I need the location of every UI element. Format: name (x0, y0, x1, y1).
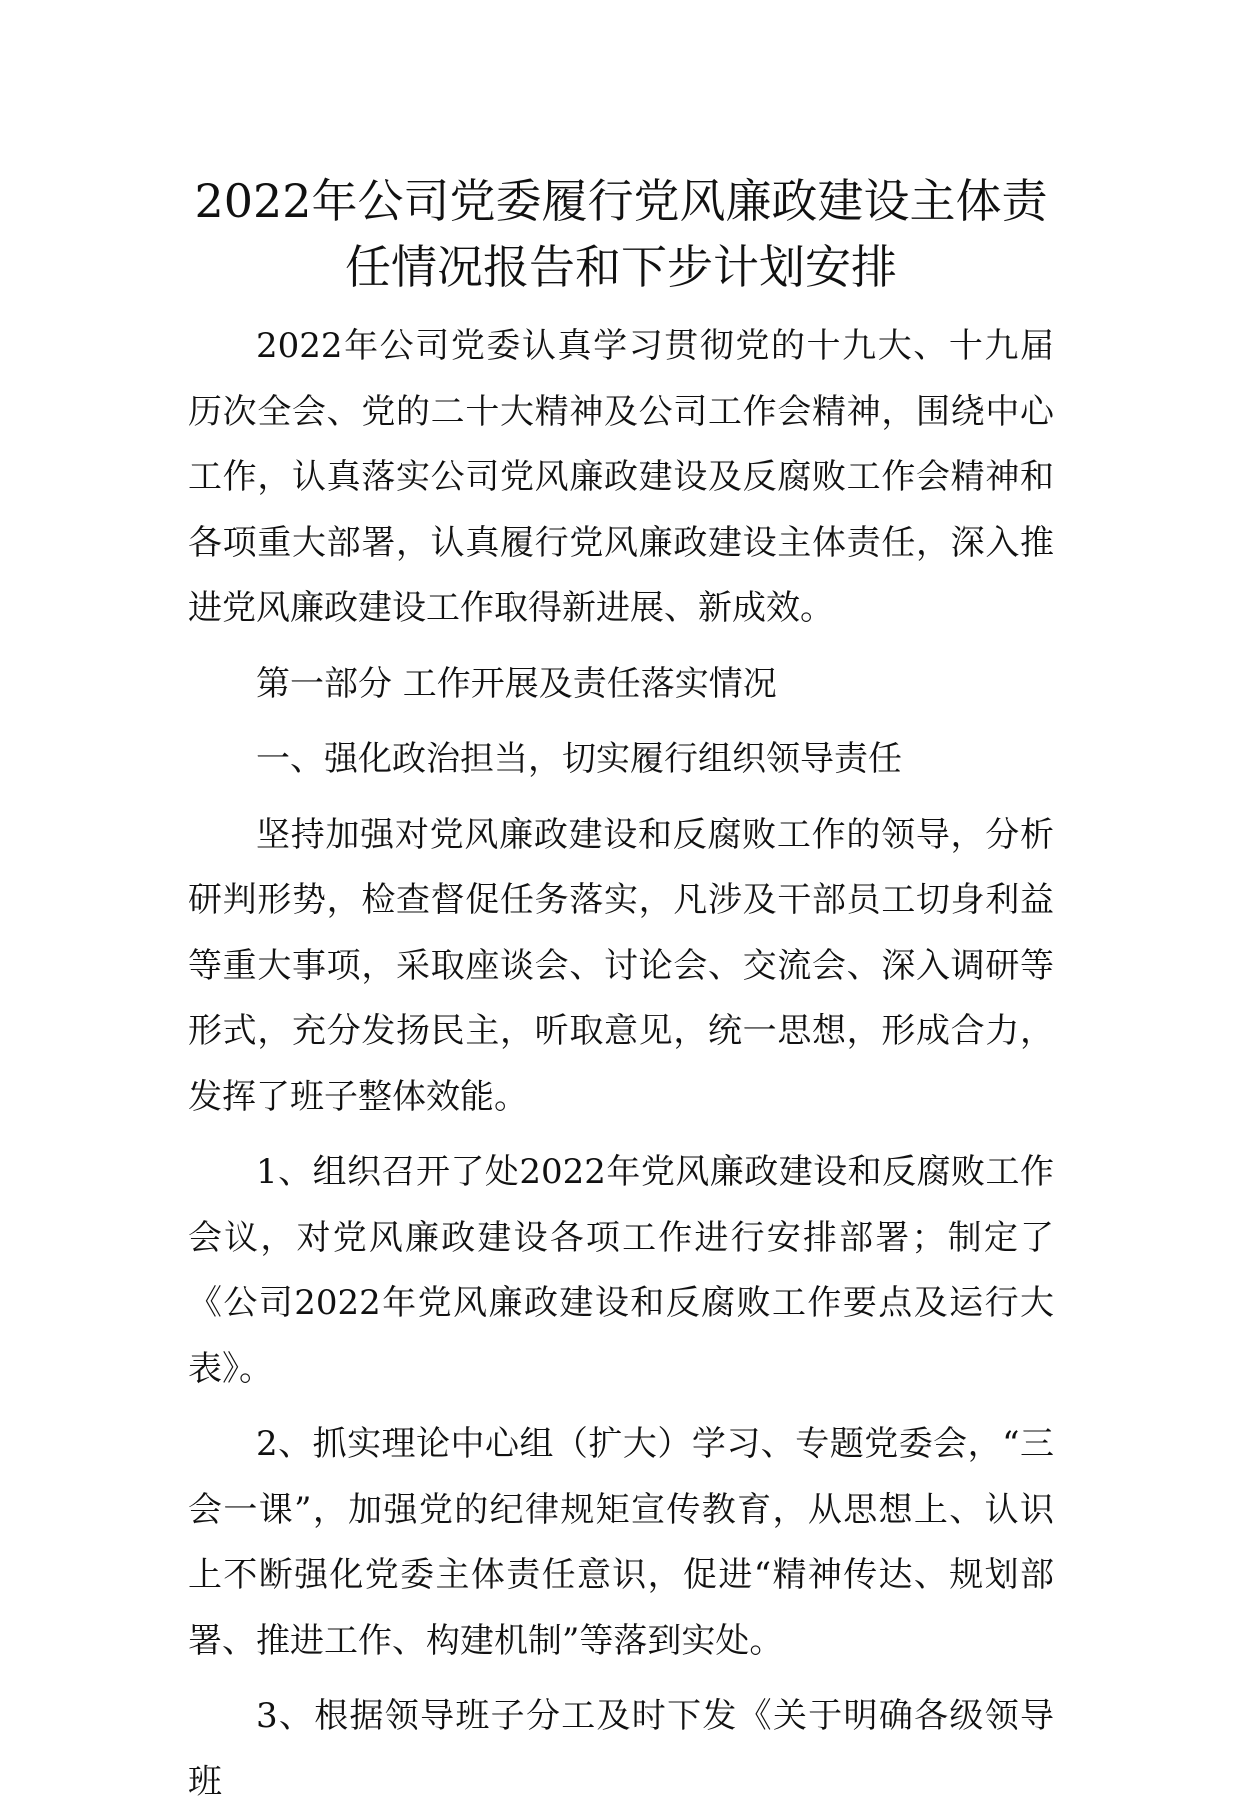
intro-paragraph: 2022年公司党委认真学习贯彻党的十九大、十九届历次全会、党的二十大精神及公司工作会精神，围绕中心工作，认真落实公司党风廉政建设及反腐败工作会精神和各项重大部署，认真履行党风廉政建设主体责任，深入推进党风廉政建设工作取得新进展、新成效。 (188, 326, 1054, 628)
section-heading: 一、强化政治担当，切实履行组织领导责任 (256, 739, 902, 779)
list-item-1: 1、组织召开了处2022年党风廉政建设和反腐败工作会议，对党风廉政建设各项工作进行安排部署；制定了《公司2022年党风廉政建设和反腐败工作要点及运行大表》。 (188, 1152, 1054, 1389)
part-heading: 第一部分 工作开展及责任落实情况 (256, 663, 777, 704)
list-item-2: 2、抓实理论中心组（扩大）学习、专题党委会，“三会一课”，加强党的纪律规矩宣传教育，从思想上、认识上不断强化党委主体责任意识，促进“精神传达、规划部署、推进工作、构建机制”等落到实处。 (188, 1424, 1054, 1661)
document-page (188, 168, 1054, 1815)
section-body-paragraph: 坚持加强对党风廉政建设和反腐败工作的领导，分析研判形势，检查督促任务落实，凡涉及干部员工切身利益等重大事项，采取座谈会、讨论会、交流会、深入调研等形式，充分发扬民主，听取意见，统一思想，形成合力，发挥了班子整体效能。 (188, 814, 1054, 1117)
document-title (188, 168, 1054, 300)
title-line-2: 任情况报告和下步计划安排 (345, 240, 897, 294)
title-line-1: 2022年公司党委履行党风廉政建设主体责 (194, 174, 1048, 228)
list-item-3: 3、根据领导班子分工及时下发《关于明确各级领导班 (188, 1696, 1054, 1802)
